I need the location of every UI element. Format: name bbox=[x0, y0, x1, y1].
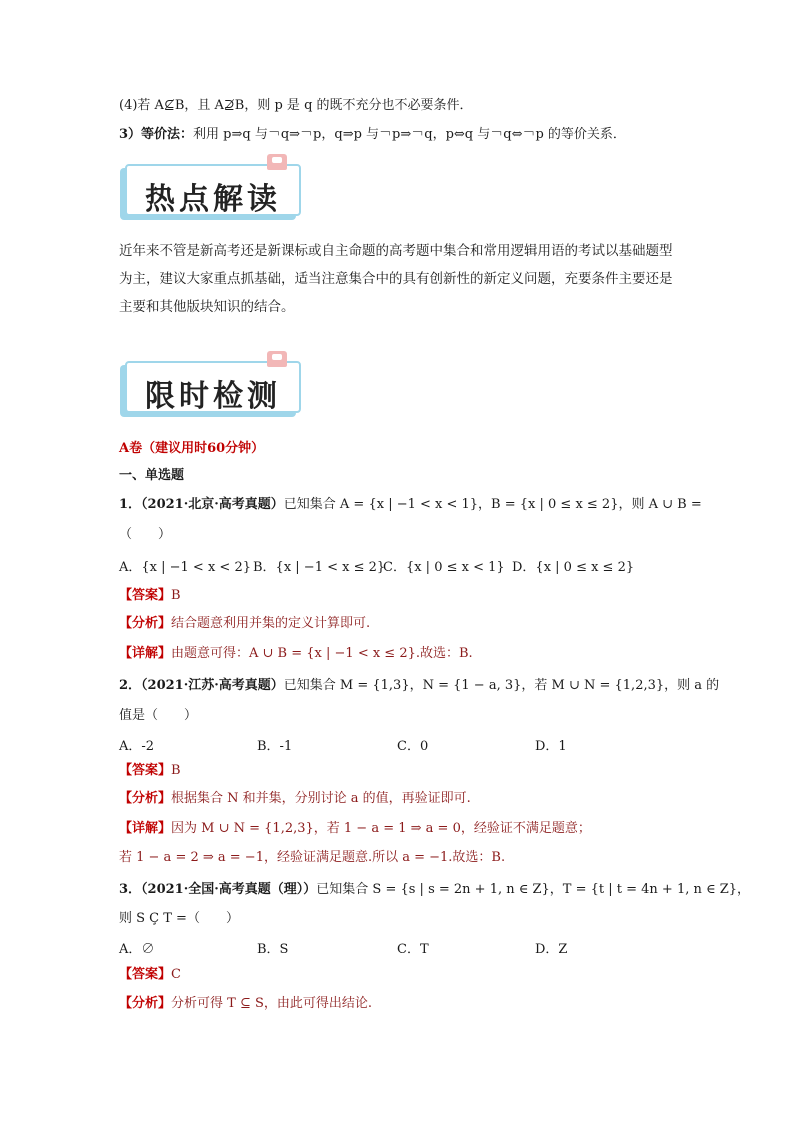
banner-title: 限时检测 bbox=[145, 379, 281, 414]
analysis-label: 【分析】 bbox=[119, 996, 172, 1011]
question-1-paren: （ ） bbox=[119, 527, 172, 542]
question-3-option-b: B．S bbox=[257, 942, 289, 957]
question-text: 已知集合 M = {1,3}，N = {1 − a, 3}，若 M ∪ N = {1,2,3}，则 a 的 bbox=[283, 678, 720, 693]
question-1-analysis bbox=[119, 615, 370, 633]
answer-value: B bbox=[171, 588, 181, 603]
question-2-option-b: B．-1 bbox=[257, 739, 293, 754]
volume-heading: A卷（建议用时60分钟） bbox=[119, 441, 265, 456]
question-2-analysis bbox=[119, 790, 471, 808]
banner-hot-topics bbox=[119, 158, 305, 220]
question-number: 3． bbox=[119, 882, 142, 897]
question-source: （2021·全国·高考真题（理）） bbox=[141, 882, 317, 897]
intro-item-3-text: 利用 p⇒q 与￢q⇒￢p，q⇒p 与￢p⇒￢q，p⇔q 与￢q⇔￢p 的等价关系． bbox=[193, 127, 626, 142]
question-text: 已知集合 S = {s | s = 2n + 1, n ∈ Z}，T = {t | t = 4n + 1, n ∈ Z}， bbox=[316, 882, 751, 897]
paper-clip-icon bbox=[267, 154, 287, 170]
question-source: （2021·北京·高考真题） bbox=[141, 497, 284, 512]
question-3-stem-cont: 则 S Ç T =（ ） bbox=[119, 911, 239, 926]
intro-item-3-label: 3）等价法： bbox=[119, 127, 194, 142]
detail-label: 【详解】 bbox=[119, 646, 172, 661]
question-1-answer bbox=[119, 587, 181, 605]
question-2-answer bbox=[119, 762, 181, 780]
analysis-label: 【分析】 bbox=[119, 791, 172, 806]
analysis-text: 结合题意利用并集的定义计算即可. bbox=[171, 616, 371, 631]
banner-frame bbox=[125, 164, 301, 216]
question-text: 已知集合 A = {x | −1 < x < 1}，B = {x | 0 ≤ x ≤ 2}，则 A ∪ B = bbox=[283, 497, 702, 512]
question-1-option-a: A．{x | −1 < x < 2} bbox=[119, 560, 251, 575]
intro-item-3 bbox=[119, 126, 626, 144]
question-3-stem bbox=[119, 881, 750, 899]
question-2-option-c: C．0 bbox=[397, 739, 429, 754]
detail-label: 【详解】 bbox=[119, 821, 172, 836]
banner-frame bbox=[125, 361, 301, 413]
question-2-option-d: D．1 bbox=[535, 739, 567, 754]
question-1-stem bbox=[119, 496, 702, 514]
question-1-option-b: B．{x | −1 < x ≤ 2} bbox=[253, 560, 386, 575]
answer-label: 【答案】 bbox=[119, 967, 172, 982]
question-3-answer bbox=[119, 966, 181, 984]
question-3-analysis bbox=[119, 995, 372, 1013]
question-1-detail bbox=[119, 645, 473, 663]
question-1-option-c: C．{x | 0 ≤ x < 1} bbox=[383, 560, 505, 575]
banner-title: 热点解读 bbox=[145, 182, 281, 217]
paper-clip-icon bbox=[267, 351, 287, 367]
question-number: 2． bbox=[119, 678, 142, 693]
analysis-label: 【分析】 bbox=[119, 616, 172, 631]
question-2-stem bbox=[119, 677, 719, 695]
question-1-option-d: D．{x | 0 ≤ x ≤ 2} bbox=[512, 560, 635, 575]
detail-text: 因为 M ∪ N = {1,2,3}，若 1 − a = 1 ⇒ a = 0，经验证不满足题意； bbox=[171, 821, 591, 836]
question-2-option-a: A．-2 bbox=[119, 739, 155, 754]
answer-label: 【答案】 bbox=[119, 588, 172, 603]
intro-item-4: (4)若 A⊈B，且 A⊉B，则 p 是 q 的既不充分也不必要条件． bbox=[119, 98, 473, 113]
question-type-heading: 一、单选题 bbox=[119, 468, 185, 483]
question-2-detail-cont: 若 1 − a = 2 ⇒ a = −1，经验证满足题意.所以 a = −1.故选：B. bbox=[119, 850, 506, 865]
detail-text: 由题意可得：A ∪ B = {x | −1 < x ≤ 2}.故选：B. bbox=[171, 646, 473, 661]
analysis-text: 根据集合 N 和并集，分别讨论 a 的值，再验证即可. bbox=[171, 791, 471, 806]
question-3-option-d: D．Z bbox=[535, 942, 568, 957]
answer-value: C bbox=[171, 967, 181, 982]
analysis-text: 分析可得 T ⊆ S，由此可得出结论. bbox=[171, 996, 373, 1011]
question-3-option-c: C．T bbox=[397, 942, 429, 957]
question-3-option-a: A．∅ bbox=[119, 942, 155, 957]
question-source: （2021·江苏·高考真题） bbox=[141, 678, 284, 693]
hot-topics-paragraph: 近年来不管是新高考还是新课标或自主命题的高考题中集合和常用逻辑用语的考试以基础题型为主，建议大家重点抓基础，适当注意集合中的具有创新性的新定义问题，充要条件主要还是主要和其他版块知识的结合。 bbox=[119, 243, 673, 315]
answer-value: B bbox=[171, 763, 181, 778]
banner-timed-test bbox=[119, 355, 305, 417]
question-number: 1． bbox=[119, 497, 142, 512]
question-2-stem-cont: 值是（ ） bbox=[119, 708, 198, 723]
answer-label: 【答案】 bbox=[119, 763, 172, 778]
question-2-detail bbox=[119, 820, 591, 838]
